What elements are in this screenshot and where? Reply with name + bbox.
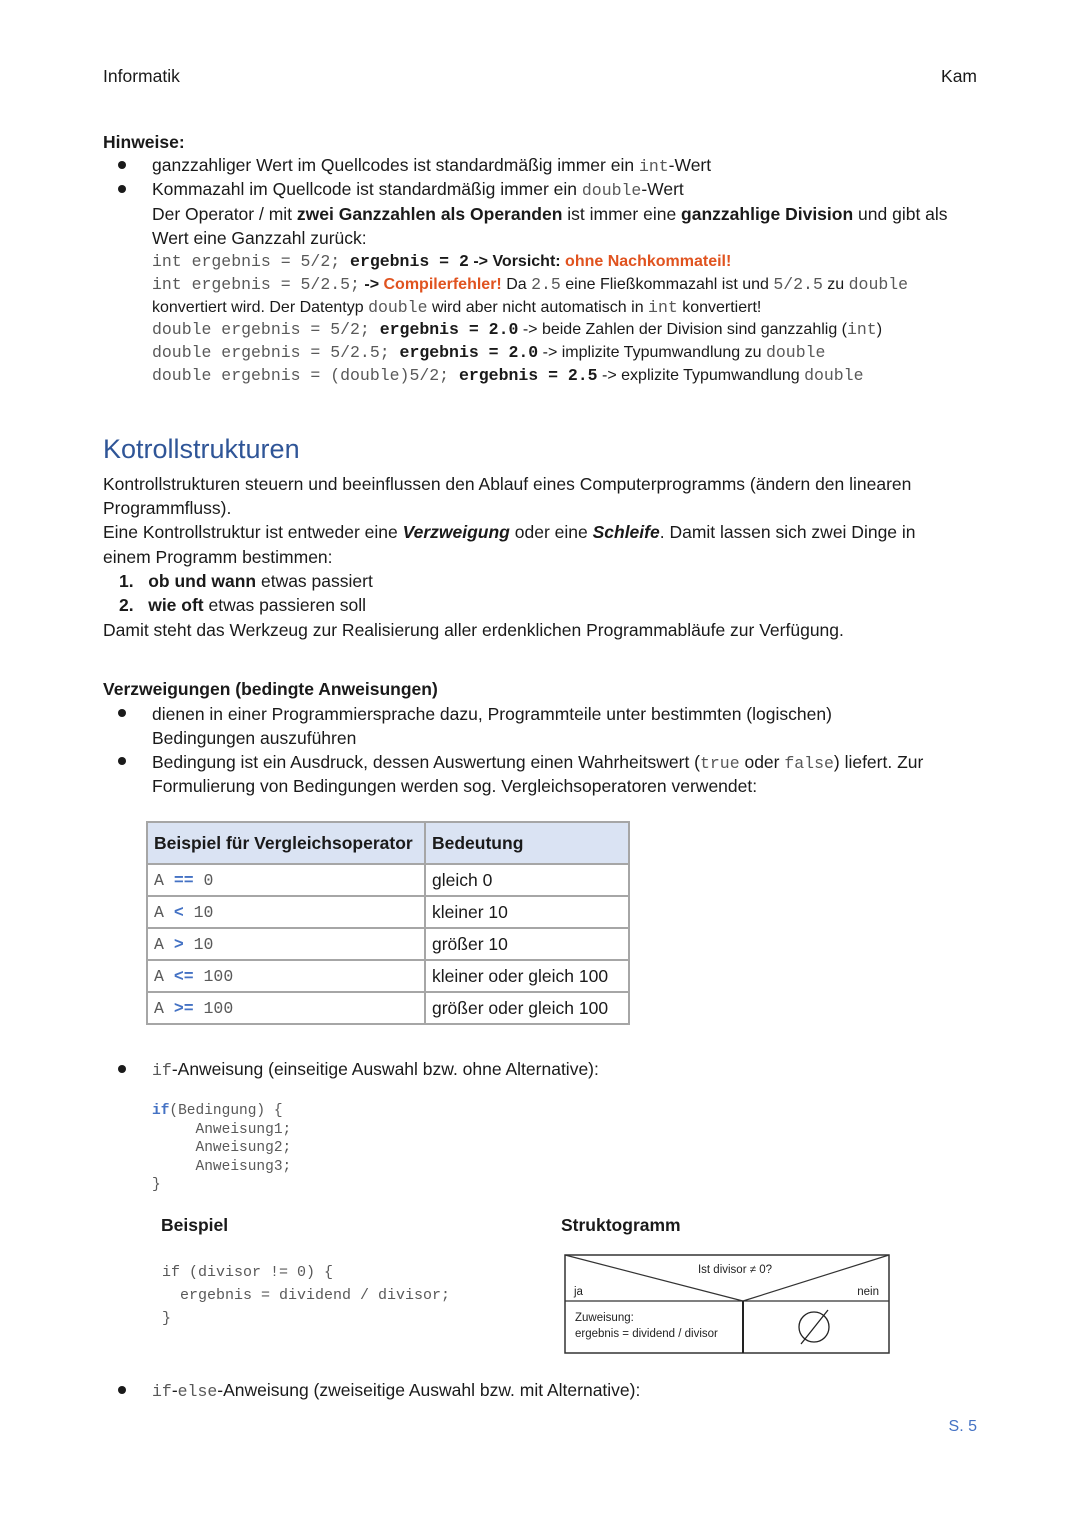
verzweigungen-b1: dienen in einer Programmiersprache dazu, Programmteile unter bestimmten (logischen) [152,704,832,724]
list-item: 2. wie oft etwas passieren soll [119,595,367,615]
hinweis-operator-cont: Wert eine Ganzzahl zurück: [152,228,367,248]
condition-label: Ist divisor ≠ 0? [697,1264,773,1276]
bullet-icon [118,709,126,717]
struktogramm-title: Struktogramm [561,1215,681,1235]
bullet-icon [118,161,126,169]
table-header-row [147,822,629,864]
operator-meaning: gleich 0 [425,864,629,896]
operator-meaning: größer 10 [425,928,629,960]
operator-meaning: kleiner 10 [425,896,629,928]
bullet-icon [118,185,126,193]
hinweise-title: Hinweise: [103,132,185,152]
beispiel-title: Beispiel [161,1215,229,1235]
header-author: Kam [941,66,977,86]
operator-example: A >= 100 [147,992,425,1024]
comparison-operators-table [146,821,630,1025]
table-header: Beispiel für Vergleichsoperator [147,822,425,864]
header-subject: Informatik [103,66,180,86]
example-int-int: int ergebnis = 5/2; ergebnis = 2 -> Vorsicht: ohne Nachkommateil! [152,252,732,271]
table-row [147,960,629,992]
example-double-double: double ergebnis = 5/2.5; ergebnis = 2.0 -> implizite Typumwandlung zu double [152,343,826,362]
if-else-bullet: if-else-Anweisung (zweiseitige Auswahl bzw. mit Alternative): [152,1380,641,1401]
table-header: Bedeutung [425,822,629,864]
operator-meaning: größer oder gleich 100 [425,992,629,1024]
bullet-icon [118,757,126,765]
yes-label: ja [574,1286,583,1298]
hinweis-int: ganzzahliger Wert im Quellcodes ist standardmäßig immer ein int-Wert [152,155,712,176]
hinweis-double: Kommazahl im Quellcode ist standardmäßig immer ein double-Wert [152,179,684,200]
table-row [147,896,629,928]
no-label: nein [857,1286,879,1298]
operator-example: A < 10 [147,896,425,928]
section-heading: Kotrollstrukturen [103,434,300,464]
example-int-double: int ergebnis = 5/2.5; -> Compilerfehler! Da 2.5 eine Fließkommazahl ist und 5/2.5 zu double [152,275,909,294]
example-double-int: double ergebnis = 5/2; ergebnis = 2.0 -> beide Zahlen der Division sind ganzzahlig (int) [152,320,883,339]
yes-branch-line1: Zuweisung: [575,1312,634,1324]
example-explicit-cast: double ergebnis = (double)5/2; ergebnis = 2.5 -> explizite Typumwandlung double [152,366,864,385]
table-row [147,928,629,960]
table-row [147,992,629,1024]
operator-meaning: kleiner oder gleich 100 [425,960,629,992]
if-syntax-code: if(Bedingung) { Anweisung1; Anweisung2; Anweisung3; } [152,1103,292,1193]
yes-branch-line2: ergebnis = dividend / divisor [575,1328,718,1340]
operator-example: A <= 100 [147,960,425,992]
operator-example: A > 10 [147,928,425,960]
if-statement-bullet: if-Anweisung (einseitige Auswahl bzw. ohne Alternative): [152,1059,599,1080]
beispiel-code: if (divisor != 0) { ergebnis = dividend / divisor; } [162,1264,451,1327]
kontroll-types: Eine Kontrollstruktur ist entweder eine Verzweigung oder eine Schleife. Damit lassen sich zwei Dinge in [103,522,916,542]
verzweigungen-b2: Bedingung ist ein Ausdruck, dessen Auswertung einen Wahrheitswert (true oder false) liefert. Zur [152,752,924,773]
verzweigungen-b2-cont: Formulierung von Bedingungen werden sog. Vergleichsoperatoren verwendet: [152,776,758,796]
struktogramm-diagram [560,1250,895,1358]
list-item: 1. ob und wann etwas passiert [119,571,373,591]
hinweis-operator: Der Operator / mit zwei Ganzzahlen als Operanden ist immer eine ganzzahlige Division und gibt als [152,204,948,224]
kontroll-types-cont: einem Programm bestimmen: [103,547,333,567]
kontroll-summary: Damit steht das Werkzeug zur Realisierung aller erdenklichen Programmabläufe zur Verfügung. [103,620,844,640]
page-number: S. 5 [948,1418,977,1435]
verzweigungen-title: Verzweigungen (bedingte Anweisungen) [103,679,438,699]
kontroll-intro: Kontrollstrukturen steuern und beeinflussen den Ablauf eines Computerprogramms (ändern den linearen [103,474,912,494]
kontroll-intro-cont: Programmfluss). [103,498,232,518]
bullet-icon [118,1386,126,1394]
example-int-double-cont: konvertiert wird. Der Datentyp double wird aber nicht automatisch in int konvertiert! [152,298,762,317]
verzweigungen-b1-cont: Bedingungen auszuführen [152,728,357,748]
operator-example: A == 0 [147,864,425,896]
bullet-icon [118,1065,126,1073]
table-row [147,864,629,896]
